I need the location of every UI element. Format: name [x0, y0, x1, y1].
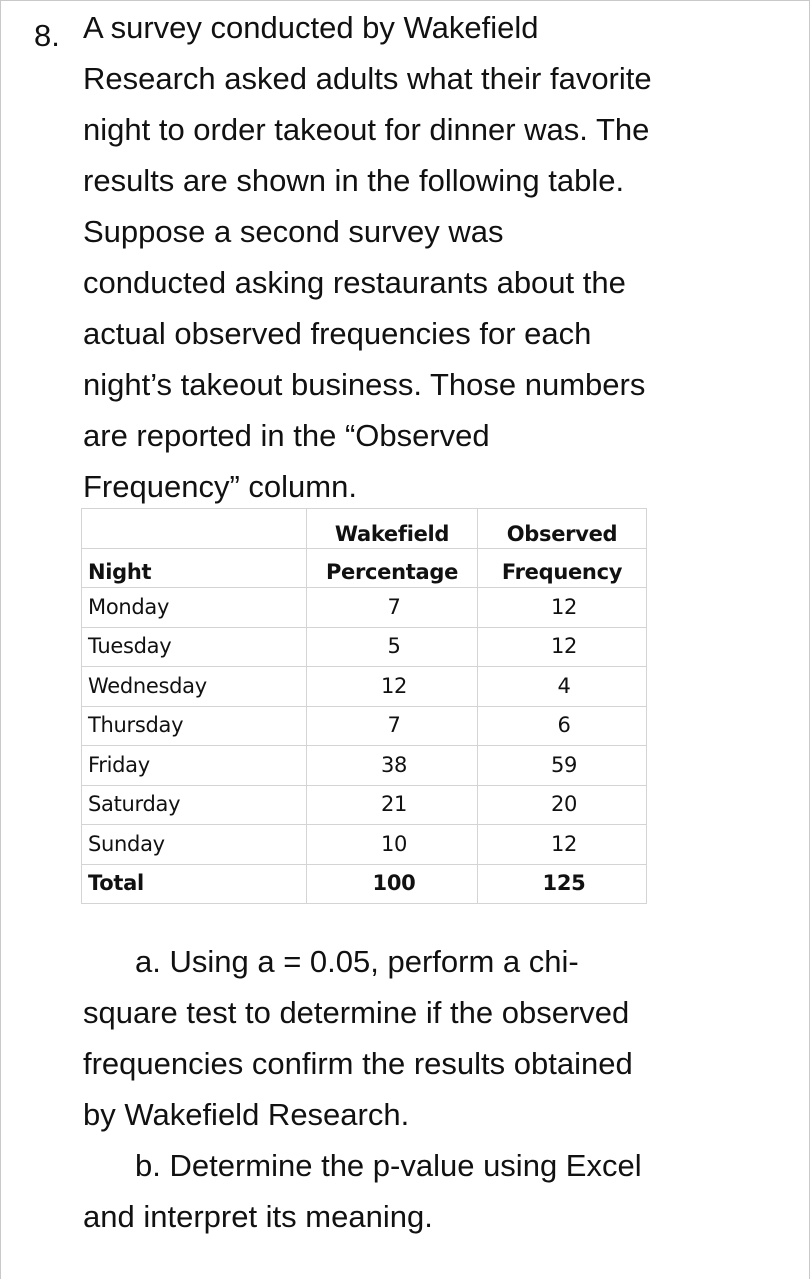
table-header-row: [82, 509, 647, 549]
cell-total-observed: 125: [478, 864, 647, 904]
intro-line: results are shown in the following table.: [83, 163, 625, 198]
intro-line: night’s takeout business. Those numbers: [83, 367, 646, 402]
question-a-line: a. Using a = 0.05, perform a chi-: [135, 944, 579, 979]
intro-line: Suppose a second survey was: [83, 214, 504, 249]
cell-observed: 4: [478, 667, 647, 707]
table-row: [82, 588, 647, 628]
problem-questions: [83, 936, 783, 1242]
header-cell-night: Night: [82, 548, 307, 588]
question-b-line: b. Determine the p-value using Excel: [135, 1148, 642, 1183]
cell-total-label: Total: [82, 864, 307, 904]
table-row: [82, 706, 647, 746]
intro-line: conducted asking restaurants about the: [83, 265, 626, 300]
takeout-table: [81, 508, 647, 904]
cell-percentage: 21: [307, 785, 478, 825]
cell-percentage: 10: [307, 825, 478, 865]
cell-observed: 59: [478, 746, 647, 786]
cell-percentage: 7: [307, 588, 478, 628]
intro-line: A survey conducted by Wakefield: [83, 10, 539, 45]
table-row: [82, 746, 647, 786]
data-table-wrapper: [81, 508, 647, 904]
cell-observed: 6: [478, 706, 647, 746]
cell-night: Friday: [82, 746, 307, 786]
cell-observed: 20: [478, 785, 647, 825]
question-b-line: and interpret its meaning.: [83, 1199, 433, 1234]
cell-percentage: 12: [307, 667, 478, 707]
cell-night: Sunday: [82, 825, 307, 865]
table-header-row: [82, 548, 647, 588]
table-total-row: [82, 864, 647, 904]
question-a-line: square test to determine if the observed: [83, 995, 630, 1030]
cell-night: Monday: [82, 588, 307, 628]
cell-percentage: 5: [307, 627, 478, 667]
intro-line: are reported in the “Observed: [83, 418, 490, 453]
header-cell-frequency: Frequency: [478, 548, 647, 588]
cell-percentage: 38: [307, 746, 478, 786]
cell-observed: 12: [478, 627, 647, 667]
cell-night: Thursday: [82, 706, 307, 746]
header-cell-wakefield: Wakefield: [307, 509, 478, 549]
header-cell-observed: Observed: [478, 509, 647, 549]
question-a-line: frequencies confirm the results obtained: [83, 1046, 633, 1081]
header-cell-night: [82, 509, 307, 549]
cell-observed: 12: [478, 825, 647, 865]
cell-total-percentage: 100: [307, 864, 478, 904]
table-row: [82, 667, 647, 707]
cell-night: Wednesday: [82, 667, 307, 707]
question-a-line: by Wakefield Research.: [83, 1097, 410, 1132]
intro-line: Research asked adults what their favorite: [83, 61, 652, 96]
cell-night: Tuesday: [82, 627, 307, 667]
intro-line: actual observed frequencies for each: [83, 316, 592, 351]
cell-observed: 12: [478, 588, 647, 628]
header-cell-percentage: Percentage: [307, 548, 478, 588]
table-row: [82, 825, 647, 865]
problem-intro: [83, 2, 783, 512]
table-row: [82, 785, 647, 825]
cell-night: Saturday: [82, 785, 307, 825]
intro-line: night to order takeout for dinner was. The: [83, 112, 650, 147]
cell-percentage: 7: [307, 706, 478, 746]
problem-number: 8.: [34, 18, 60, 53]
table-row: [82, 627, 647, 667]
intro-line: Frequency” column.: [83, 469, 357, 504]
